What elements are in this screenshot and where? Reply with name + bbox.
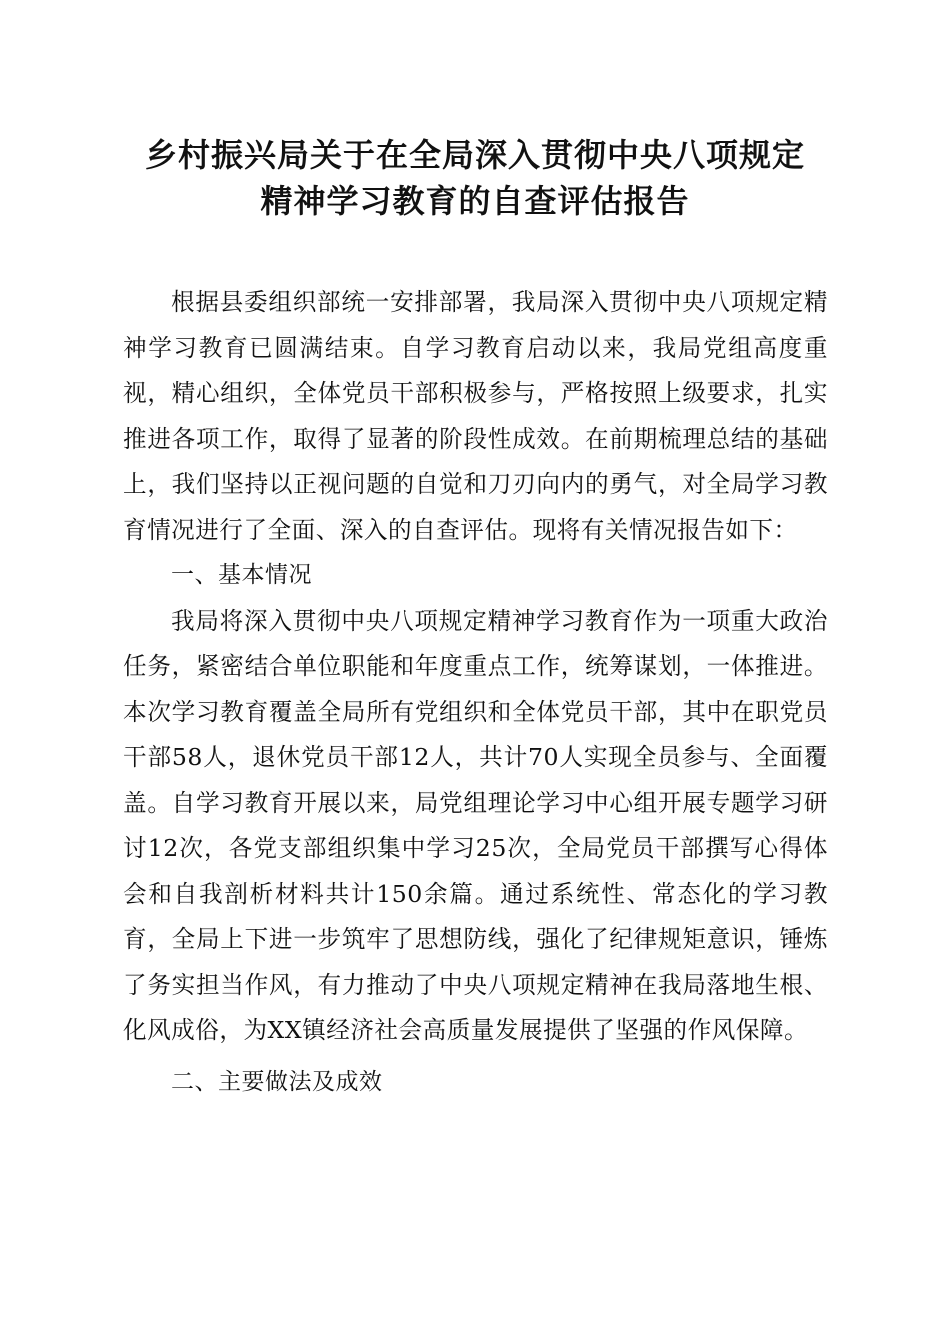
basic-situation-paragraph: 我局将深入贯彻中央八项规定精神学习教育作为一项重大政治任务，紧密结合单位职能和年度重点工作，统筹谋划，一体推进。本次学习教育覆盖全局所有党组织和全体党员干部，其中在职党员干部58人，退休党员干部12人，共计70人实现全员参与、全面覆盖。自学习教育开展以来，局党组理论学习中心组开展专题学习研讨12次，各党支部组织集中学习25次，全局党员干部撰写心得体会和自我剖析材料共计150余篇。通过系统性、常态化的学习教育，全局上下进一步筑牢了思想防线，强化了纪律规矩意识，锤炼了务实担当作风，有力推动了中央八项规定精神在我局落地生根、化风成俗，为XX镇经济社会高质量发展提供了坚强的作风保障。 (123, 606, 828, 1044)
document-body (123, 280, 828, 1105)
document-title-line-2: 精神学习教育的自查评估报告 (260, 182, 690, 220)
section-heading-basic-situation: 一、基本情况 (171, 562, 312, 588)
intro-paragraph: 根据县委组织部统一安排部署，我局深入贯彻中央八项规定精神学习教育已圆满结束。自学习教育启动以来，我局党组高度重视，精心组织，全体党员干部积极参与，严格按照上级要求，扎实推进各项工作，取得了显著的阶段性成效。在前期梳理总结的基础上，我们坚持以正视问题的自觉和刀刃向内的勇气，对全局学习教育情况进行了全面、深入的自查评估。现将有关情况报告如下： (123, 288, 828, 544)
section-heading-main-practices: 二、主要做法及成效 (171, 1068, 383, 1095)
document-title-line-1: 乡村振兴局关于在全局深入贯彻中央八项规定 (144, 136, 805, 174)
document-title (100, 132, 850, 224)
